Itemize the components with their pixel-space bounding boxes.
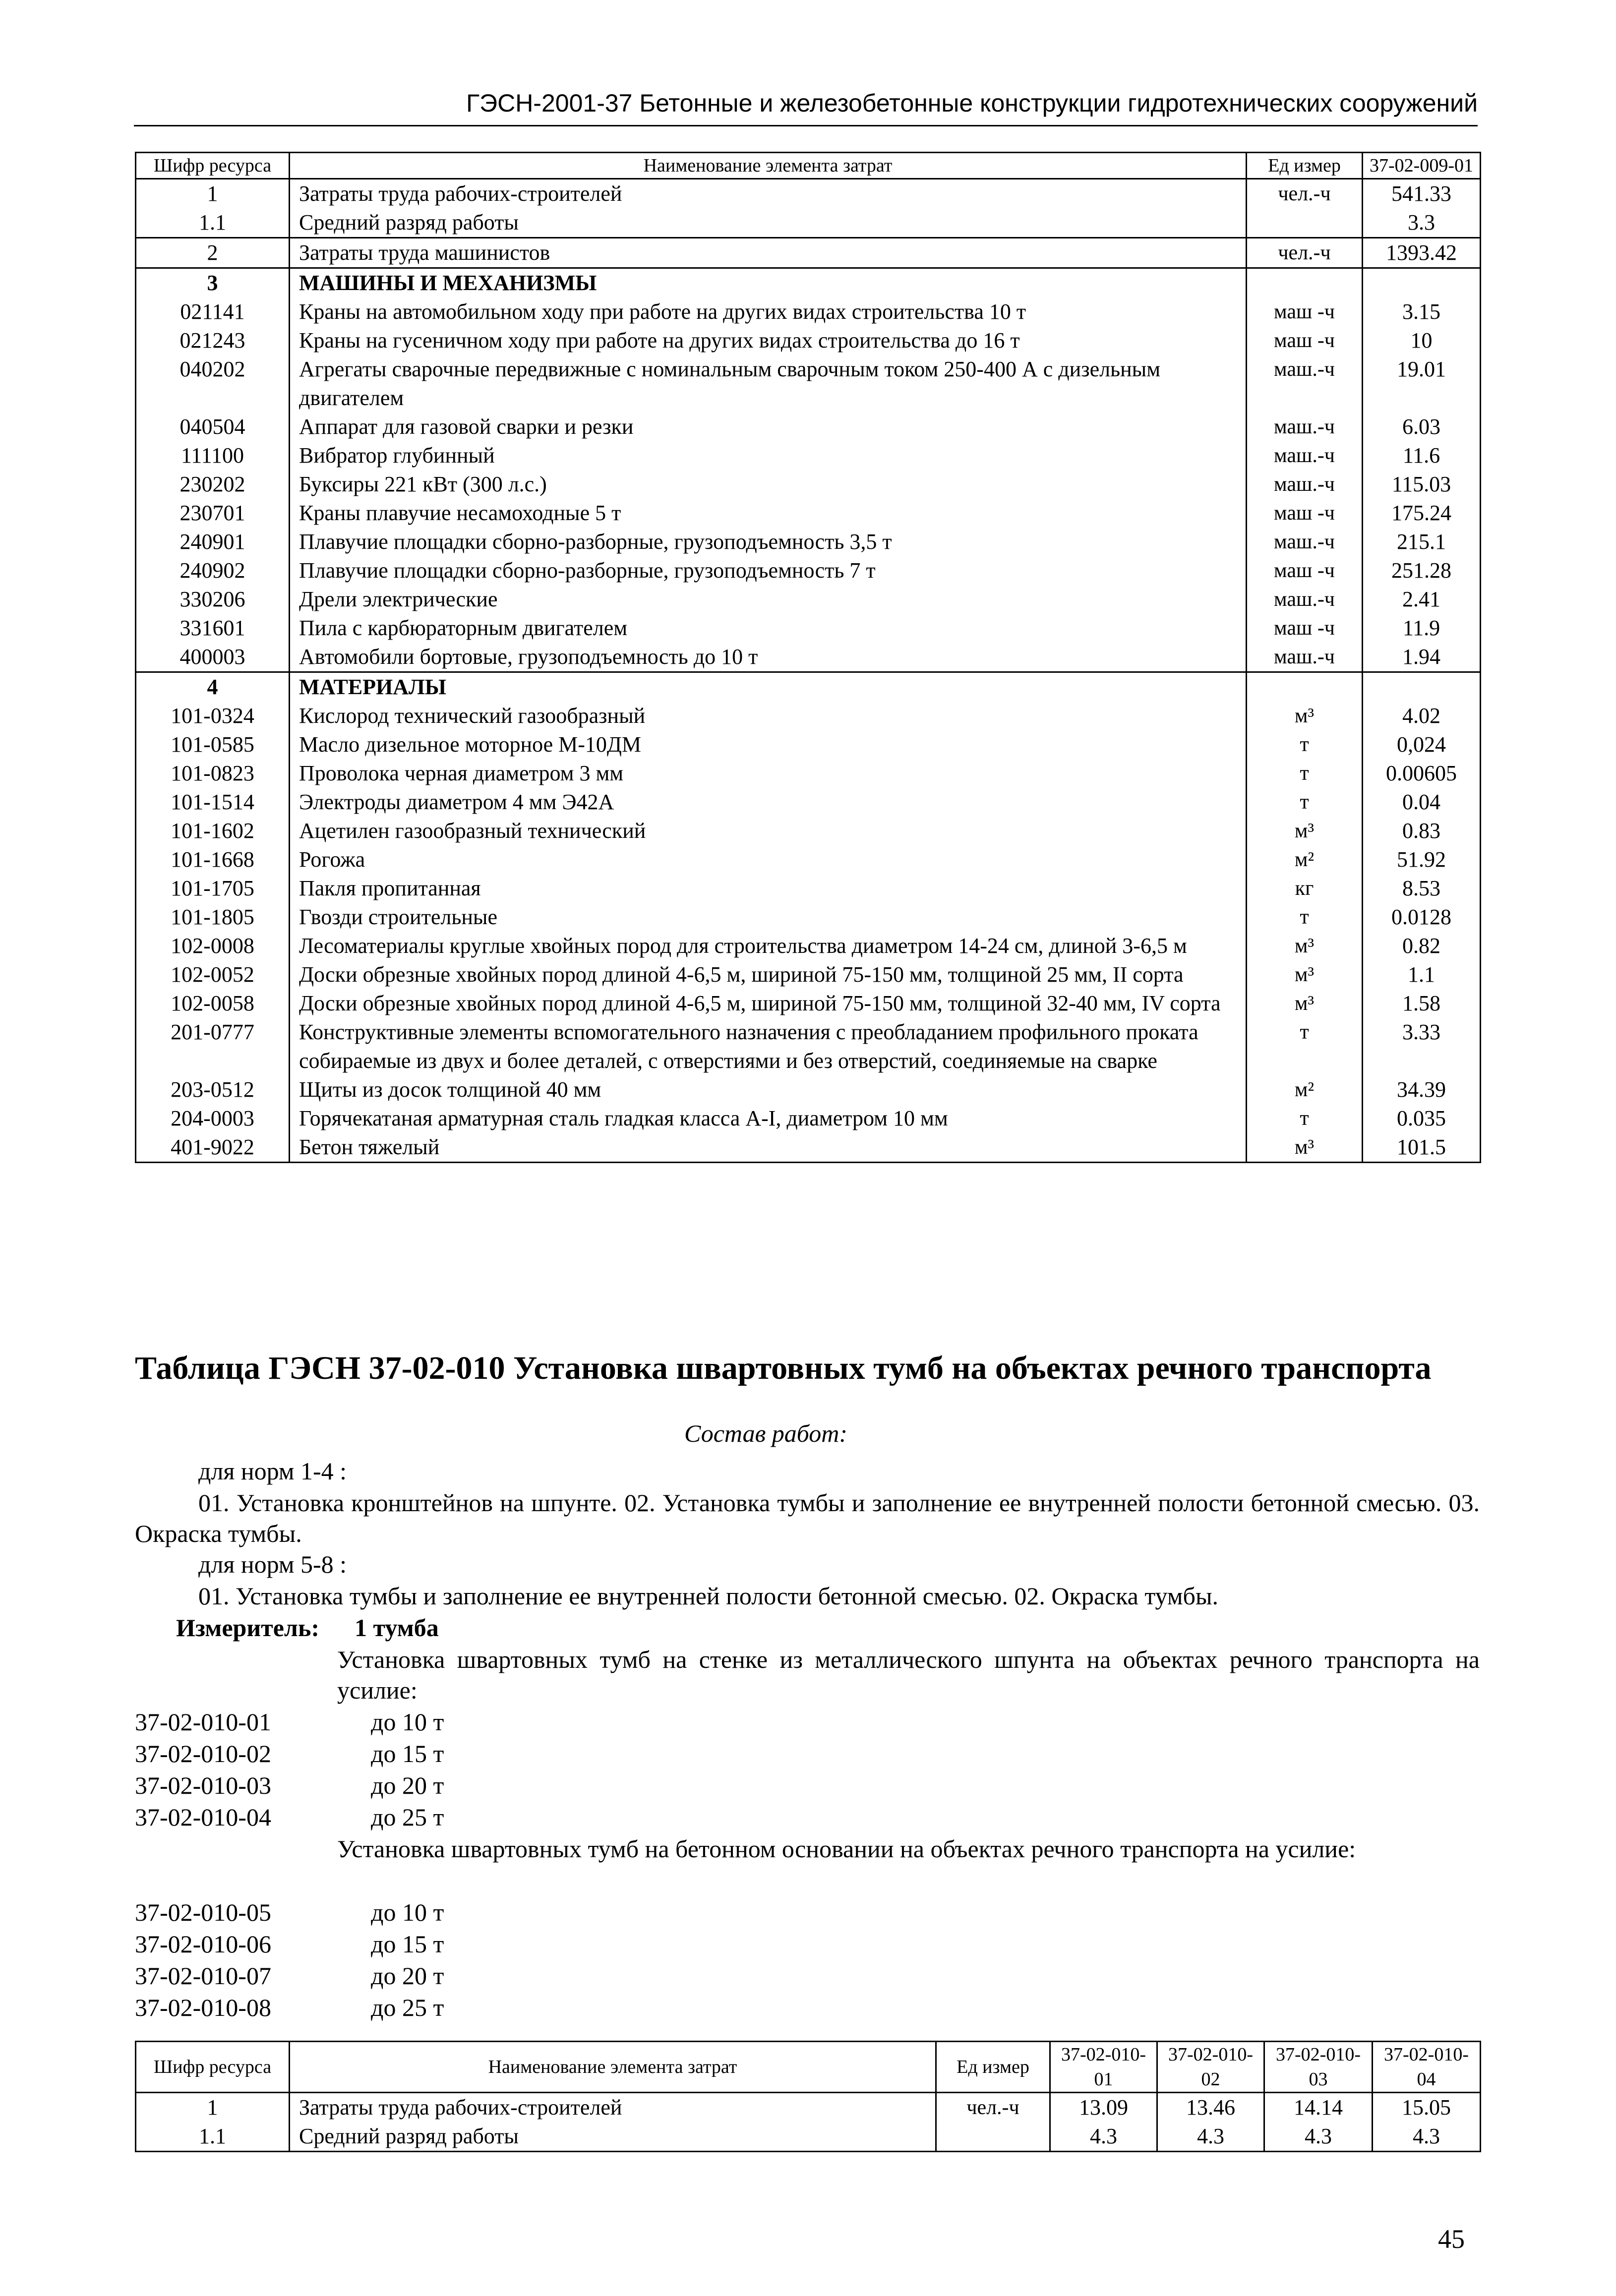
norm-code: 37-02-010-05 xyxy=(135,1898,271,1926)
row-unit xyxy=(1247,268,1363,298)
row-code: 4 xyxy=(136,672,290,702)
row-code: 201-0777 xyxy=(136,1018,290,1075)
table-row xyxy=(136,730,1481,759)
norm-value: до 25 т xyxy=(371,1994,444,2021)
row-name: Аппарат для газовой сварки и резки xyxy=(290,412,1247,441)
row-value: 51.92 xyxy=(1363,845,1481,874)
row-unit: м³ xyxy=(1247,1133,1363,1163)
row-unit: маш.-ч xyxy=(1247,528,1363,556)
table-row xyxy=(136,268,1481,298)
row-code: 101-1805 xyxy=(136,903,290,932)
row-unit xyxy=(936,2122,1050,2152)
norm-value: до 25 т xyxy=(371,1803,444,1831)
norm-value: до 10 т xyxy=(371,1898,444,1926)
row-code: 102-0052 xyxy=(136,960,290,989)
row-code: 204-0003 xyxy=(136,1104,290,1133)
table-row xyxy=(136,297,1481,326)
row-name: Горячекатаная арматурная сталь гладкая класса А-I, диаметром 10 мм xyxy=(290,1104,1247,1133)
row-value: 6.03 xyxy=(1363,412,1481,441)
row-unit: м³ xyxy=(1247,932,1363,960)
row-code: 240901 xyxy=(136,528,290,556)
row-value: 4.3 xyxy=(1157,2122,1264,2152)
table-row xyxy=(136,1018,1481,1075)
table-row xyxy=(136,412,1481,441)
row-code: 101-1602 xyxy=(136,817,290,845)
row-unit: маш -ч xyxy=(1247,297,1363,326)
page-header: ГЭСН-2001-37 Бетонные и железобетонные конструкции гидротехнических сооружений xyxy=(466,89,1478,117)
row-name: Кислород технический газообразный xyxy=(290,702,1247,730)
row-name: Рогожа xyxy=(290,845,1247,874)
norm-value: до 15 т xyxy=(371,1930,444,1958)
norm-value: до 20 т xyxy=(371,1771,444,1799)
row-unit: м³ xyxy=(1247,702,1363,730)
table-row xyxy=(136,932,1481,960)
row-value: 11.9 xyxy=(1363,614,1481,643)
table-row xyxy=(136,208,1481,238)
row-code: 111100 xyxy=(136,441,290,470)
norm-value: до 15 т xyxy=(371,1740,444,1767)
row-value: 1.1 xyxy=(1363,960,1481,989)
row-name: Средний разряд работы xyxy=(290,2122,936,2152)
work-composition-heading: Состав работ: xyxy=(684,1419,848,1447)
norm-value: до 20 т xyxy=(371,1962,444,1990)
row-value: 4.3 xyxy=(1373,2122,1481,2152)
row-code: 101-0585 xyxy=(136,730,290,759)
row-unit xyxy=(1247,208,1363,238)
header-code: Шифр ресурса xyxy=(136,2042,290,2093)
header-code: Шифр ресурса xyxy=(136,153,290,179)
table-row xyxy=(136,355,1481,412)
row-code: 1.1 xyxy=(136,2122,290,2152)
row-code: 230701 xyxy=(136,499,290,528)
row-unit: чел.-ч xyxy=(936,2093,1050,2122)
norms-1-4-label: для норм 1-4 : xyxy=(198,1457,347,1485)
row-unit: т xyxy=(1247,788,1363,817)
row-name: Проволока черная диаметром 3 мм xyxy=(290,759,1247,788)
row-code: 102-0058 xyxy=(136,989,290,1018)
table-row xyxy=(136,759,1481,788)
row-name: Масло дизельное моторное М-10ДМ xyxy=(290,730,1247,759)
row-name: Ацетилен газообразный технический xyxy=(290,817,1247,845)
header-norm-col: 37-02-010-01 xyxy=(1050,2042,1157,2093)
row-value: 0,024 xyxy=(1363,730,1481,759)
norm-value: до 10 т xyxy=(371,1708,444,1736)
row-name: Конструктивные элементы вспомогательного назначения с преобладанием профильного проката собираемые из двух и более деталей, с отверстиями и без отверстий, соединяемые на сварке xyxy=(290,1018,1247,1075)
table-row xyxy=(136,326,1481,355)
row-code: 101-1514 xyxy=(136,788,290,817)
row-code: 3 xyxy=(136,268,290,298)
row-name: Доски обрезные хвойных пород длиной 4-6,5 м, шириной 75-150 мм, толщиной 25 мм, II сорта xyxy=(290,960,1247,989)
row-name: Пила с карбюраторным двигателем xyxy=(290,614,1247,643)
row-value: 2.41 xyxy=(1363,585,1481,614)
table-row xyxy=(136,614,1481,643)
row-name: Краны на гусеничном ходу при работе на других видах строительства до 16 т xyxy=(290,326,1247,355)
row-unit: т xyxy=(1247,1104,1363,1133)
page-number: 45 xyxy=(1438,2224,1465,2254)
table-row xyxy=(136,556,1481,585)
row-code: 040202 xyxy=(136,355,290,412)
norm-code: 37-02-010-06 xyxy=(135,1930,271,1958)
header-norm-col: 37-02-010-03 xyxy=(1264,2042,1373,2093)
row-name: Средний разряд работы xyxy=(290,208,1247,238)
norm-code: 37-02-010-03 xyxy=(135,1771,271,1799)
row-code: 400003 xyxy=(136,643,290,672)
row-unit: м³ xyxy=(1247,989,1363,1018)
resource-table-37-02-009 xyxy=(135,152,1481,1163)
row-unit: м² xyxy=(1247,1075,1363,1104)
meter-label: Измеритель: xyxy=(176,1614,320,1642)
row-unit: м² xyxy=(1247,845,1363,874)
row-value xyxy=(1363,672,1481,702)
row-name: Плавучие площадки сборно-разборные, грузоподъемность 3,5 т xyxy=(290,528,1247,556)
row-name: МАШИНЫ И МЕХАНИЗМЫ xyxy=(290,268,1247,298)
row-name: Плавучие площадки сборно-разборные, грузоподъемность 7 т xyxy=(290,556,1247,585)
row-unit: чел.-ч xyxy=(1247,179,1363,209)
row-unit: маш -ч xyxy=(1247,556,1363,585)
table-row xyxy=(136,960,1481,989)
row-name: Краны плавучие несамоходные 5 т xyxy=(290,499,1247,528)
table-row xyxy=(136,441,1481,470)
row-code: 203-0512 xyxy=(136,1075,290,1104)
norms-1-4-text: 01. Установка кронштейнов на шпунте. 02. Установка тумбы и заполнение ее внутренней полости бетонной смесью. 03. Окраска тумбы. xyxy=(135,1489,1480,1547)
row-unit: м³ xyxy=(1247,817,1363,845)
table-row xyxy=(136,845,1481,874)
row-value: 15.05 xyxy=(1373,2093,1481,2122)
row-value: 13.09 xyxy=(1050,2093,1157,2122)
row-value: 0.82 xyxy=(1363,932,1481,960)
row-unit: т xyxy=(1247,759,1363,788)
row-unit: кг xyxy=(1247,874,1363,903)
row-value: 1393.42 xyxy=(1363,238,1481,268)
row-name: Краны на автомобильном ходу при работе на других видах строительства 10 т xyxy=(290,297,1247,326)
row-code: 2 xyxy=(136,238,290,268)
row-code: 230202 xyxy=(136,470,290,499)
row-value: 3.15 xyxy=(1363,297,1481,326)
row-value: 10 xyxy=(1363,326,1481,355)
row-value: 4.3 xyxy=(1264,2122,1373,2152)
table-row xyxy=(136,989,1481,1018)
table-row xyxy=(136,788,1481,817)
row-code: 021243 xyxy=(136,326,290,355)
row-code: 331601 xyxy=(136,614,290,643)
row-unit: маш.-ч xyxy=(1247,643,1363,672)
row-value: 101.5 xyxy=(1363,1133,1481,1163)
row-value: 0.83 xyxy=(1363,817,1481,845)
row-value: 8.53 xyxy=(1363,874,1481,903)
row-name: Доски обрезные хвойных пород длиной 4-6,5 м, шириной 75-150 мм, толщиной 32-40 мм, IV сорта xyxy=(290,989,1247,1018)
table-row xyxy=(136,903,1481,932)
row-unit: т xyxy=(1247,730,1363,759)
header-value: 37-02-009-01 xyxy=(1363,153,1481,179)
row-code: 240902 xyxy=(136,556,290,585)
header-name: Наименование элемента затрат xyxy=(290,153,1247,179)
row-name: Затраты труда рабочих-строителей xyxy=(290,179,1247,209)
group1-description: Установка швартовных тумб на стенке из металлического шпунта на объектах речного транспорта на усилие: xyxy=(337,1646,1480,1704)
row-name: Лесоматериалы круглые хвойных пород для строительства диаметром 14-24 см, длиной 3-6,5 м xyxy=(290,932,1247,960)
norm-code: 37-02-010-02 xyxy=(135,1740,271,1767)
row-name: Щиты из досок толщиной 40 мм xyxy=(290,1075,1247,1104)
row-name: Агрегаты сварочные передвижные с номинальным сварочным током 250-400 А с дизельным двигателем xyxy=(290,355,1247,412)
row-value: 4.3 xyxy=(1050,2122,1157,2152)
table-row xyxy=(136,470,1481,499)
row-unit: маш -ч xyxy=(1247,614,1363,643)
row-code: 401-9022 xyxy=(136,1133,290,1163)
row-value: 3.3 xyxy=(1363,208,1481,238)
table-row xyxy=(136,817,1481,845)
row-unit: маш -ч xyxy=(1247,499,1363,528)
row-code: 102-0008 xyxy=(136,932,290,960)
row-name: Затраты труда рабочих-строителей xyxy=(290,2093,936,2122)
header-unit: Ед измер xyxy=(1247,153,1363,179)
row-value xyxy=(1363,268,1481,298)
header-rule xyxy=(134,125,1478,126)
norm-code: 37-02-010-01 xyxy=(135,1708,271,1736)
row-name: Буксиры 221 кВт (300 л.с.) xyxy=(290,470,1247,499)
norm-code: 37-02-010-08 xyxy=(135,1994,271,2021)
row-value: 251.28 xyxy=(1363,556,1481,585)
row-value: 541.33 xyxy=(1363,179,1481,209)
row-unit: маш.-ч xyxy=(1247,355,1363,412)
row-name: Затраты труда машинистов xyxy=(290,238,1247,268)
row-value: 11.6 xyxy=(1363,441,1481,470)
row-unit: маш -ч xyxy=(1247,326,1363,355)
row-value: 215.1 xyxy=(1363,528,1481,556)
header-norm-col: 37-02-010-04 xyxy=(1373,2042,1481,2093)
norms-5-8-text: 01. Установка тумбы и заполнение ее внутренней полости бетонной смесью. 02. Окраска тумбы. xyxy=(198,1582,1219,1610)
row-code: 101-1705 xyxy=(136,874,290,903)
row-unit: маш.-ч xyxy=(1247,412,1363,441)
norm-code: 37-02-010-07 xyxy=(135,1962,271,1990)
row-unit: т xyxy=(1247,903,1363,932)
resource-table-body xyxy=(136,179,1481,1163)
row-unit: чел.-ч xyxy=(1247,238,1363,268)
table-row xyxy=(136,672,1481,702)
row-unit: маш.-ч xyxy=(1247,441,1363,470)
row-code: 101-0823 xyxy=(136,759,290,788)
row-name: Бетон тяжелый xyxy=(290,1133,1247,1163)
row-code: 101-1668 xyxy=(136,845,290,874)
resource-table-37-02-010 xyxy=(135,2041,1481,2152)
table-row xyxy=(136,1104,1481,1133)
row-value: 4.02 xyxy=(1363,702,1481,730)
row-unit xyxy=(1247,672,1363,702)
table-row xyxy=(136,499,1481,528)
row-name: Автомобили бортовые, грузоподъемность до 10 т xyxy=(290,643,1247,672)
row-code: 1 xyxy=(136,179,290,209)
table-row xyxy=(136,1075,1481,1104)
table-row xyxy=(136,874,1481,903)
section-title: Таблица ГЭСН 37-02-010 Установка швартовных тумб на объектах речного транспорта xyxy=(135,1350,1432,1386)
row-name: Гвозди строительные xyxy=(290,903,1247,932)
row-name: Пакля пропитанная xyxy=(290,874,1247,903)
row-value: 34.39 xyxy=(1363,1075,1481,1104)
row-value: 0.04 xyxy=(1363,788,1481,817)
table-row xyxy=(136,585,1481,614)
row-value: 3.33 xyxy=(1363,1018,1481,1075)
row-code: 101-0324 xyxy=(136,702,290,730)
table-row xyxy=(136,179,1481,209)
row-value: 19.01 xyxy=(1363,355,1481,412)
row-name: Дрели электрические xyxy=(290,585,1247,614)
header-name: Наименование элемента затрат xyxy=(290,2042,936,2093)
row-value: 14.14 xyxy=(1264,2093,1373,2122)
header-unit: Ед измер xyxy=(936,2042,1050,2093)
norm-code: 37-02-010-04 xyxy=(135,1803,271,1831)
table-row xyxy=(136,528,1481,556)
row-name: МАТЕРИАЛЫ xyxy=(290,672,1247,702)
table-row xyxy=(136,643,1481,672)
group2-description: Установка швартовных тумб на бетонном основании на объектах речного транспорта на усилие: xyxy=(337,1835,1356,1863)
row-code: 1 xyxy=(136,2093,290,2122)
row-name: Вибратор глубинный xyxy=(290,441,1247,470)
row-value: 0.00605 xyxy=(1363,759,1481,788)
row-unit: маш.-ч xyxy=(1247,470,1363,499)
row-value: 1.94 xyxy=(1363,643,1481,672)
row-unit: т xyxy=(1247,1018,1363,1075)
row-code: 040504 xyxy=(136,412,290,441)
row-code: 330206 xyxy=(136,585,290,614)
row-unit: м³ xyxy=(1247,960,1363,989)
row-value: 115.03 xyxy=(1363,470,1481,499)
table-row xyxy=(136,702,1481,730)
row-unit: маш.-ч xyxy=(1247,585,1363,614)
header-norm-col: 37-02-010-02 xyxy=(1157,2042,1264,2093)
row-value: 13.46 xyxy=(1157,2093,1264,2122)
row-code: 1.1 xyxy=(136,208,290,238)
row-code: 021141 xyxy=(136,297,290,326)
row-value: 175.24 xyxy=(1363,499,1481,528)
table-row xyxy=(136,1133,1481,1163)
row-value: 1.58 xyxy=(1363,989,1481,1018)
meter-value: 1 тумба xyxy=(355,1614,439,1642)
norms-5-8-label: для норм 5-8 : xyxy=(198,1550,347,1578)
table-row xyxy=(136,238,1481,268)
row-value: 0.0128 xyxy=(1363,903,1481,932)
row-name: Электроды диаметром 4 мм Э42А xyxy=(290,788,1247,817)
row-value: 0.035 xyxy=(1363,1104,1481,1133)
